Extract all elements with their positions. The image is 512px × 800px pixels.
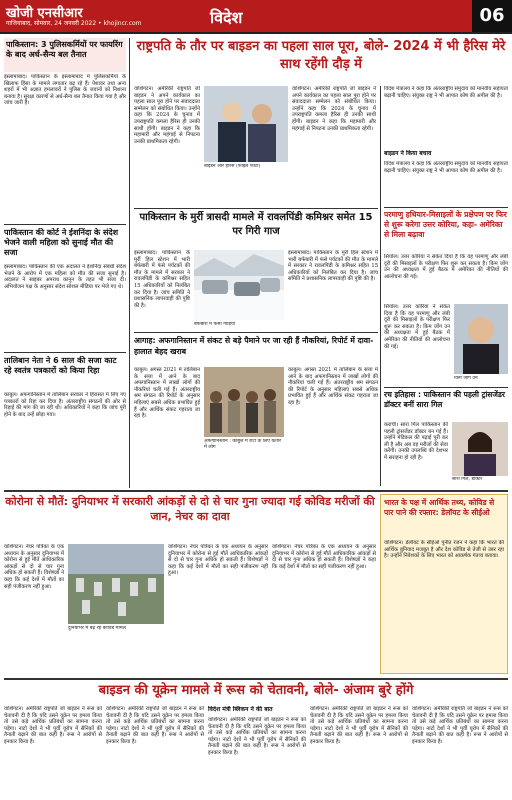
- left-story-3-headline: तालिबान नेता ने 6 साल की सजा काट रहे स्वतंत्र पत्रकारों को किया रिहा: [4, 356, 117, 375]
- afghan-body: काबुल। अगस्त 2021 में तालिबान के सत्ता में आने के बाद अफगानिस्तान में लाखों लोगों की नौकरियां चली गई हैं। अंतरराष्ट्रीय श्रम संगठन की रिपोर्ट के अनुसार महिलाएं सबसे अधिक प्रभावित हुई हैं और आर्थिक संकट गहराता जा रहा है।: [134, 367, 200, 420]
- north-korea-headline: परमाणु हथियार-मिसाइलों के प्रक्षेपण पर फिर से शुरू करेगा उत्तर कोरिया, कहा- अमेरिका से मिला बढ़ावा: [384, 210, 507, 239]
- bottom-top-rule: [4, 678, 508, 680]
- murree-divider: [134, 332, 378, 333]
- covid-body-2: वाशिंगटन। नेचर पत्रिका के एक अध्ययन के अनुसार दुनियाभर में कोरोना से हुई मौतें आधिकारिक आंकड़ों से दो से चार गुना अधिक हो सकती हैं। विशेषज्ञों ने कहा कि कई देशों में मौतों का सही पंजीकरण नहीं हुआ।: [168, 544, 268, 577]
- afghan-headline: आगाह: अफगानिस्तान में संकट से बड़े पैमाने पर जा रही हैं नौकरियां, रिपोर्ट में दावा- हालात बेहद खराब: [134, 336, 374, 356]
- india-covid-headline: भारत के पक्ष में आर्थिक तथ्य, कोविड से पार पाने की रफ्तार: डेलॉयट के सीईओ: [384, 498, 495, 517]
- sara-gill-body: कराची। सारा गिल पाकिस्तान की पहली ट्रांसजेंडर डॉक्टर बन गई हैं। उन्होंने मेडिकल की पढ़ाई पूरी कर ली है और अब वह मरीजों की सेवा करेंगी। उनकी उपलब्धि की देशभर में सराहना हो रही है।: [384, 422, 448, 461]
- right-story-1-subhead: बाइडन ने किया बचाव: [384, 150, 432, 157]
- lead-photo: [204, 86, 288, 162]
- afghan-photo: [204, 367, 284, 437]
- covid-body: वाशिंगटन। नेचर पत्रिका के एक अध्ययन के अनुसार दुनियाभर में कोरोना से हुई मौतें आधिकारिक आंकड़ों से दो से चार गुना अधिक हो सकती हैं। विशेषज्ञों ने कहा कि कई देशों में मौतों का सही पंजीकरण नहीं हुआ।: [4, 544, 64, 590]
- right-divider-1: [384, 207, 508, 208]
- afghan-body-2: काबुल। अगस्त 2021 में तालिबान के सत्ता में आने के बाद अफगानिस्तान में लाखों लोगों की नौकरियां चली गई हैं। अंतरराष्ट्रीय श्रम संगठन की रिपोर्ट के अनुसार महिलाएं सबसे अधिक प्रभावित हुई हैं और आर्थिक संकट गहराता जा रहा है।: [288, 367, 378, 406]
- column-divider-right: [380, 86, 381, 486]
- page-number: 06: [472, 0, 512, 32]
- masthead: [0, 0, 512, 34]
- covid-body-3: वाशिंगटन। नेचर पत्रिका के एक अध्ययन के अनुसार दुनियाभर में कोरोना से हुई मौतें आधिकारिक आंकड़ों से दो से चार गुना अधिक हो सकती हैं। विशेषज्ञों ने कहा कि कई देशों में मौतों का सही पंजीकरण नहीं हुआ।: [272, 544, 376, 570]
- left-story-1-headline: पाकिस्तान: 3 पुलिसकर्मियों पर फायरिंग के बाद अर्ध-सैन्य बल तैनात: [4, 38, 126, 72]
- afghan-crowd-photo: [204, 367, 284, 437]
- newspaper-logo: खोजी एनसीआर: [6, 6, 83, 21]
- bottom-subhead: विदेश मंत्री ब्लिंकन ने की बात: [208, 706, 273, 713]
- covid-graveyard-photo: [68, 544, 164, 624]
- section-title: विदेश: [210, 8, 243, 27]
- lead-body: वाशिंगटन। अमेरिकी राष्ट्रपति जो बाइडन ने अपने कार्यकाल का पहला साल पूरा होने पर संवाददाता सम्मेलन को संबोधित किया। उन्होंने कहा कि 2024 के चुनाव में उपराष्ट्रपति कमला हैरिस ही उनकी साथी होंगी। बाइडन ने कहा कि महामारी और महंगाई से निपटना उनकी प्राथमिकता रहेगी।: [134, 86, 200, 145]
- murree-body-2: इस्लामाबाद। पाकिस्तान के मुर्री हिल स्टेशन में भारी बर्फबारी में फंसे पर्यटकों की मौत के मामले में सरकार ने रावलपिंडी के कमिश्नर सहित 15 अधिकारियों को निलंबित कर दिया है। जांच समिति ने प्रशासनिक लापरवाही की पुष्टि की है।: [288, 250, 378, 283]
- bottom-body-5: वाशिंगटन। अमेरिकी राष्ट्रपति जो बाइडन ने रूस को चेतावनी दी है कि यदि उसने यूक्रेन पर हमला किया तो उसे कड़े आर्थिक प्रतिबंधों का सामना करना पड़ेगा। नाटो देशों ने भी पूर्वी यूरोप में सैनिकों की तैनाती बढ़ाने की बात कही है। रूस ने आरोपों से इनकार किया है।: [412, 706, 508, 745]
- bottom-body-3: वाशिंगटन। अमेरिकी राष्ट्रपति जो बाइडन ने रूस को चेतावनी दी है कि यदि उसने यूक्रेन पर हमला किया तो उसे कड़े आर्थिक प्रतिबंधों का सामना करना पड़ेगा। नाटो देशों ने भी पूर्वी यूरोप में सैनिकों की तैनाती बढ़ाने की बात कही है। रूस ने आरोपों से इनकार किया है।: [208, 717, 306, 756]
- lead-photo-caption: बाइडन और हैरिस (फाइल फोटो): [204, 164, 261, 169]
- left-story-2-body: इस्लामाबाद। पाकिस्तान की एक अदालत ने ईशनिंदा संबंधी संदेश भेजने के आरोप में एक महिला को मौत की सजा सुनाई है। अदालत ने साइबर अपराध कानून के तहत भी सजा दी। अभियोजन पक्ष के अनुसार संदेश सोशल मीडिया पर भेजे गए थे।: [4, 264, 126, 290]
- lead-body-continued: वाशिंगटन। अमेरिकी राष्ट्रपति जो बाइडन ने अपने कार्यकाल का पहला साल पूरा होने पर संवाददाता सम्मेलन को संबोधित किया। उन्होंने कहा कि 2024 के चुनाव में उपराष्ट्रपति कमला हैरिस ही उनकी साथी होंगी। बाइडन ने कहा कि महामारी और महंगाई से निपटना उनकी प्राथमिकता रहेगी।: [292, 86, 376, 132]
- bottom-headline: बाइडन की यूक्रेन मामले में रूस को चेतावनी, बोले- अंजाम बुरे होंगे: [98, 683, 414, 698]
- snow-cars-photo: [194, 250, 284, 320]
- kim-jong-un-photo: [454, 304, 508, 374]
- india-covid-body: वाशिंगटन। डेलॉयट के सीईओ पुनीत रंजन ने कहा कि भारत की आर्थिक बुनियाद मजबूत है और देश कोविड से तेजी से उबर रहा है। उन्होंने निवेशकों के लिए भारत को आकर्षक गंतव्य बताया।: [384, 540, 504, 560]
- masthead-info: गाजियाबाद, सोमवार, 24 जनवरी 2022 • khojincr.com: [6, 20, 142, 27]
- north-korea-body: सियोल। उत्तर कोरिया ने संकेत दिया है कि वह परमाणु और लंबी दूरी की मिसाइलों के परीक्षण फिर शुरू कर सकता है। किम जोंग उन की अध्यक्षता में हुई बैठक में अमेरिका की नीतियों की आलोचना की गई।: [384, 254, 508, 280]
- left-story-1-body: इस्लामाबाद। पाकिस्तान के इस्लामाबाद में पुलिसकर्मियों के खिलाफ हिंसा के मामले लगातार बढ़ रहे हैं। पेशावर तथा अन्य शहरों में भी अज्ञात हमलावरों ने पुलिस के जवानों को निशाना बनाया है। सुरक्षा कारणों से अर्ध-सैन्य बल तैनात किया गया है और जांच जारी है।: [4, 74, 126, 107]
- bottom-body-2: वाशिंगटन। अमेरिकी राष्ट्रपति जो बाइडन ने रूस को चेतावनी दी है कि यदि उसने यूक्रेन पर हमला किया तो उसे कड़े आर्थिक प्रतिबंधों का सामना करना पड़ेगा। नाटो देशों ने भी पूर्वी यूरोप में सैनिकों की तैनाती बढ़ाने की बात कही है। रूस ने आरोपों से इनकार किया है।: [106, 706, 204, 745]
- sara-gill-portrait: [452, 422, 508, 476]
- covid-headline: कोरोना से मौतें: दुनियाभर में सरकारी आंकड़ों से दो से चार गुना ज्यादा गई कोविड मरीजों की जान, नेचर का दावा: [5, 495, 375, 523]
- sara-gill-headline: रच इतिहास : पाकिस्तान की पहली ट्रांसजेंडर डॉक्टर बनीं सारा गिल: [384, 390, 506, 409]
- murree-headline: पाकिस्तान के मुर्री त्रासदी मामले में रावलपिंडी कमिश्नर समेत 15 पर गिरी गाज: [139, 212, 373, 237]
- kim-photo: [454, 304, 508, 374]
- bottom-body-4: वाशिंगटन। अमेरिकी राष्ट्रपति जो बाइडन ने रूस को चेतावनी दी है कि यदि उसने यूक्रेन पर हमला किया तो उसे कड़े आर्थिक प्रतिबंधों का सामना करना पड़ेगा। नाटो देशों ने भी पूर्वी यूरोप में सैनिकों की तैनाती बढ़ाने की बात कही है। रूस ने आरोपों से इनकार किया है।: [310, 706, 408, 745]
- sara-gill-caption: सारा गिल, डॉक्टर: [452, 477, 483, 482]
- bottom-body-1: वाशिंगटन। अमेरिकी राष्ट्रपति जो बाइडन ने रूस को चेतावनी दी है कि यदि उसने यूक्रेन पर हमला किया तो उसे कड़े आर्थिक प्रतिबंधों का सामना करना पड़ेगा। नाटो देशों ने भी पूर्वी यूरोप में सैनिकों की तैनाती बढ़ाने की बात कही है। रूस ने आरोपों से इनकार किया है।: [4, 706, 102, 745]
- covid-top-rule: [4, 490, 508, 492]
- murree-photo-caption: बर्फबारी में फंसी गाड़ियां: [194, 322, 236, 327]
- right-story-1-body: विदेश मंत्रालय ने कहा कि अंतरराष्ट्रीय समुदाय को मानवीय सहायता बढ़ानी चाहिए। संयुक्त राष्ट्र ने भी आपात कोष की अपील की है।: [384, 86, 508, 99]
- murree-body: इस्लामाबाद। पाकिस्तान के मुर्री हिल स्टेशन में भारी बर्फबारी में फंसे पर्यटकों की मौत के मामले में सरकार ने रावलपिंडी के कमिश्नर सहित 15 अधिकारियों को निलंबित कर दिया है। जांच समिति ने प्रशासनिक लापरवाही की पुष्टि की है।: [134, 250, 190, 309]
- left-story-2-headline: पाकिस्तान की कोर्ट ने ईशनिंदा के संदेश भेजने वाली महिला को सुनाई मौत की सजा: [4, 228, 119, 257]
- kim-photo-caption: किम जोंग उन: [454, 376, 478, 381]
- left-divider-2: [4, 352, 126, 353]
- north-korea-body-2: सियोल। उत्तर कोरिया ने संकेत दिया है कि वह परमाणु और लंबी दूरी की मिसाइलों के परीक्षण फिर शुरू कर सकता है। किम जोंग उन की अध्यक्षता में हुई बैठक में अमेरिका की नीतियों की आलोचना की गई।: [384, 304, 450, 350]
- murree-photo: [194, 250, 284, 320]
- lead-headline: राष्ट्रपति के तौर पर बाइडन का पहला साल पूरा, बोले- 2024 में भी हैरिस मेरे साथ रहेंगी दौड़ में: [136, 39, 506, 72]
- left-story-3-body: काबुल। अफगानिस्तान में तालिबान सरकार ने हिरासत में लिए गए पत्रकारों को रिहा कर दिया है। अंतरराष्ट्रीय संगठनों की ओर से रिहाई की मांग की जा रही थी। अधिकारियों ने कहा कि जांच पूरी होने के बाद उन्हें छोड़ा गया।: [4, 392, 126, 418]
- left-divider-1: [4, 224, 126, 225]
- column-divider-left: [129, 38, 130, 488]
- biden-harris-photo: [204, 86, 288, 162]
- sara-gill-photo: [452, 422, 508, 476]
- right-story-1-more: विदेश मंत्रालय ने कहा कि अंतरराष्ट्रीय समुदाय को मानवीय सहायता बढ़ानी चाहिए। संयुक्त राष्ट्र ने भी आपात कोष की अपील की है।: [384, 161, 508, 174]
- lead-divider: [134, 208, 378, 209]
- afghan-photo-caption: अफगानिस्तान : काबुल में रोटी के लिए कतार में लोग: [204, 439, 282, 450]
- right-divider-2: [384, 387, 508, 388]
- covid-photo-caption: दुनियाभर में बढ़ रहे कोविड मामले: [68, 626, 126, 631]
- covid-photo: [68, 544, 164, 624]
